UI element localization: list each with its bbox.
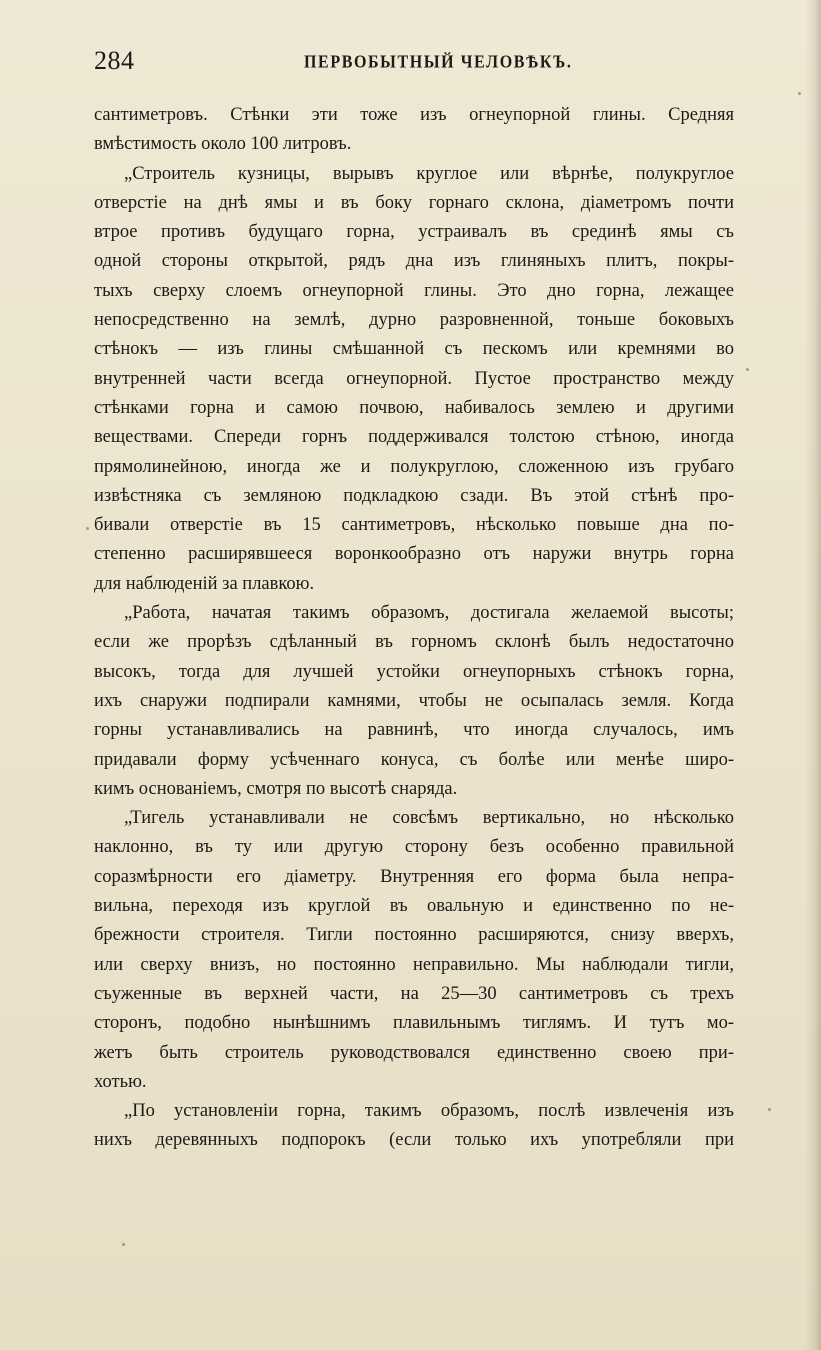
paper-speck	[122, 1243, 125, 1246]
text-line: тыхъ сверху слоемъ огнеупорной глины. Это дно горна, лежащее	[94, 280, 734, 301]
text-line: соразмѣрности его діаметру. Внутренняя его форма была непра-	[94, 866, 734, 887]
paper-speck	[86, 527, 89, 530]
paper-speck	[746, 368, 749, 371]
text-line: горны устанавливались на равнинѣ, что иногда случалось, имъ	[94, 720, 734, 741]
text-line: сторонъ, подобно нынѣшнимъ плавильнымъ тиглямъ. И тутъ мо-	[94, 1013, 734, 1034]
text-line: для наблюденій за плавкою.	[94, 573, 315, 594]
paper-speck	[768, 1108, 771, 1111]
text-line: нихъ деревянныхъ подпорокъ (если только ихъ употребляли при	[94, 1130, 734, 1151]
text-line: извѣстняка съ земляною подкладкою сзади. Въ этой стѣнѣ про-	[94, 485, 734, 506]
text-line: стѣнками горна и самою почвою, набивалось землею и другими	[94, 397, 734, 418]
text-line: или сверху внизъ, но постоянно неправильно. Мы наблюдали тигли,	[94, 954, 734, 975]
text-line: придавали форму усѣченнаго конуса, съ болѣе или менѣе широ-	[94, 749, 734, 770]
text-line: одной стороны открытой, рядъ дна изъ глиняныхъ плитъ, покры-	[94, 251, 734, 272]
text-line: кимъ основаніемъ, смотря по высотѣ снаряда.	[94, 778, 458, 799]
running-title: ПЕРВОБЫТНЫЙ ЧЕЛОВѢКЪ.	[304, 52, 573, 73]
text-line: брежности строителя. Тигли постоянно расширяются, снизу вверхъ,	[94, 925, 734, 946]
text-line: степенно расширявшееся воронкообразно отъ наружи внутрь горна	[94, 544, 734, 565]
page-edge-shadow	[805, 0, 821, 1350]
text-line: бивали отверстіе въ 15 сантиметровъ, нѣсколько повыше дна по-	[94, 515, 734, 536]
paper-speck	[798, 92, 801, 95]
text-line: втрое противъ будущаго горна, устраивалъ въ срединѣ ямы съ	[94, 222, 734, 243]
text-line: вмѣстимость около 100 литровъ.	[94, 134, 352, 155]
text-line: хотью.	[94, 1071, 147, 1092]
text-line: веществами. Спереди горнъ поддерживался толстою стѣною, иногда	[94, 427, 734, 448]
text-line: наклонно, въ ту или другую сторону безъ особенно правильной	[94, 837, 734, 858]
text-line: стѣнокъ — изъ глины смѣшанной съ пескомъ или кремнями во	[94, 339, 734, 360]
text-line: „Тигель устанавливали не совсѣмъ вертикально, но нѣсколько	[124, 808, 734, 829]
text-line: вильна, переходя изъ круглой въ овальную и единственно по не-	[94, 896, 734, 917]
text-line: „Работа, начатая такимъ образомъ, достигала желаемой высоты;	[124, 603, 734, 624]
page-number: 284	[94, 46, 135, 75]
text-line: „По установленіи горна, такимъ образомъ, послѣ извлеченія изъ	[124, 1101, 734, 1122]
text-line: съуженные въ верхней части, на 25—30 сантиметровъ съ трехъ	[94, 983, 734, 1004]
text-line: если же прорѣзъ сдѣланный въ горномъ склонѣ былъ недостаточно	[94, 632, 734, 653]
text-line: непосредственно на землѣ, дурно разровненной, тоньше боковыхъ	[94, 310, 734, 331]
text-line: ихъ снаружи подпирали камнями, чтобы не осыпалась земля. Когда	[94, 690, 734, 711]
text-line: „Строитель кузницы, вырывъ круглое или вѣрнѣе, полукруглое	[124, 163, 734, 184]
text-line: жетъ быть строитель руководствовался единственно своею при-	[94, 1042, 734, 1063]
text-line: высокъ, тогда для лучшей устойки огнеупорныхъ стѣнокъ горна,	[94, 661, 734, 682]
text-line: внутренней части всегда огнеупорной. Пустое пространство между	[94, 368, 734, 389]
text-line: прямолинейною, иногда же и полукруглою, сложенною изъ грубаго	[94, 456, 734, 477]
body-text	[94, 101, 734, 1156]
text-line: отверстіе на днѣ ямы и въ боку горнаго склона, діаметромъ почти	[94, 192, 734, 213]
page-header	[94, 44, 734, 84]
text-line: сантиметровъ. Стѣнки эти тоже изъ огнеупорной глины. Средняя	[94, 105, 734, 125]
